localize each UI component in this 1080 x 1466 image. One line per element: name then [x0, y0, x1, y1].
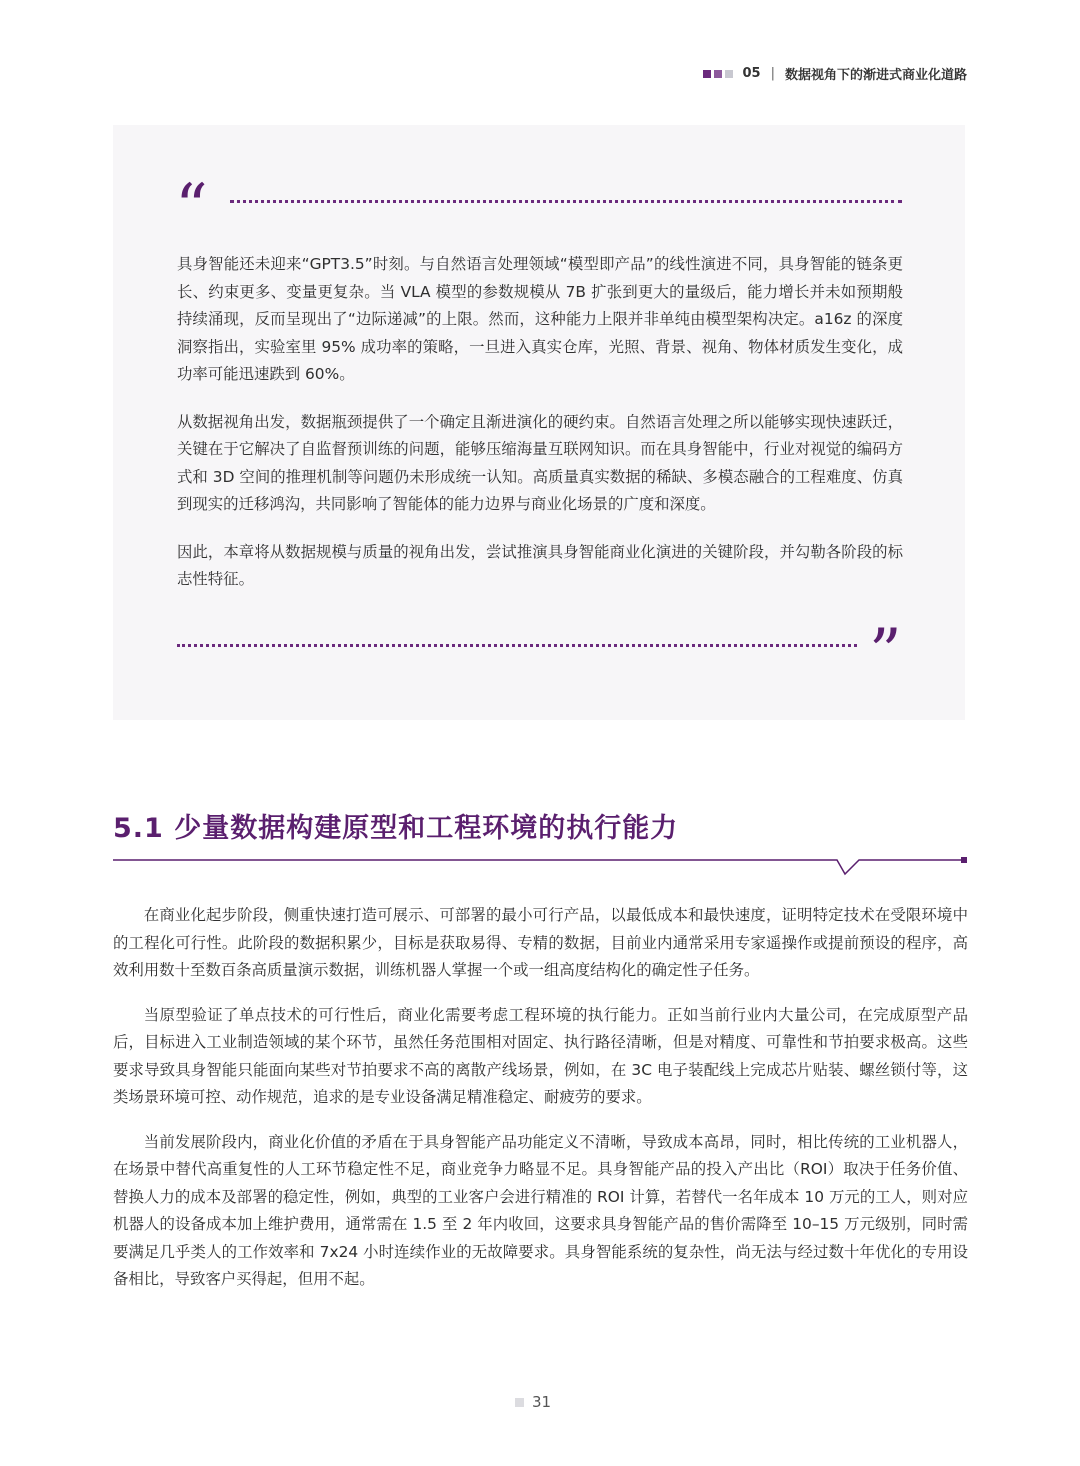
- open-quote-icon: “: [175, 171, 208, 245]
- page-footer: [515, 1393, 551, 1411]
- quote-text: [177, 251, 903, 614]
- quote-paragraph: 从数据视角出发，数据瓶颈提供了一个确定且渐进演化的硬约束。自然语言处理之所以能够实现快速跃迁，关键在于它解决了自监督预训练的问题，能够压缩海量互联网知识。而在具身智能中，行业对视觉的编码方式和 3D 空间的推理机制等问题仍未形成统一认知。高质量真实数据的稀缺、多模态融合的工程难度、仿真到现实的迁移鸿沟，共同影响了智能体的能力边界与商业化场景的广度和深度。: [177, 412, 903, 513]
- quote-paragraph: 因此，本章将从数据规模与质量的视角出发，尝试推演具身智能商业化演进的关键阶段，并勾勒各阶段的标志性特征。: [177, 542, 903, 588]
- section-title-underline: [113, 850, 969, 880]
- header-square-2: [714, 70, 722, 78]
- body-paragraph: 当前发展阶段内，商业化价值的矛盾在于具身智能产品功能定义不清晰，导致成本高昂，同时，相比传统的工业机器人，在场景中替代高重复性的人工环节稳定性不足，商业竞争力略显不足。具身智能产品的投入产出比（ROI）取决于任务价值、替换人力的成本及部署的稳定性，例如，典型的工业客户会进行精准的 ROI 计算，若替代一名年成本 10 万元的工人，则对应机器人的设备成本加上维护费用，通常需在 1.5 至 2 年内收回，这要求具身智能产品的售价需降至 10–15 万元级别，同时需要满足几乎类人的工作效率和 7x24 小时连续作业的无故障要求。具身智能系统的复杂性，尚无法与经过数十年优化的专用设备相比，导致客户买得起，但用不起。: [113, 1132, 968, 1288]
- quote-divider-top: [230, 200, 902, 203]
- quote-paragraph: 具身智能还未迎来“GPT3.5”时刻。与自然语言处理领域“模型即产品”的线性演进不同，具身智能的链条更长、约束更多、变量更复杂。当 VLA 模型的参数规模从 7B 扩张到更大的量级后，能力增长并未如预期般持续涌现，反而呈现出了“边际递减”的上限。然而，这种能力上限并非单纯由模型架构决定。a16z 的深度洞察指出，实验室里 95% 成功率的策略，一旦进入真实仓库，光照、背景、视角、物体材质发生变化，成功率可能迅速跌到 60%。: [177, 255, 903, 383]
- chapter-number: 05: [742, 66, 761, 81]
- header-separator: |: [770, 66, 775, 81]
- body-paragraph: 在商业化起步阶段，侧重快速打造可展示、可部署的最小可行产品，以最低成本和最快速度，证明特定技术在受限环境中的工程化可行性。此阶段的数据积累少，目标是获取易得、专精的数据，目前业内通常采用专家遥操作或提前预设的程序，高效利用数十至数百条高质量演示数据，训练机器人掌握一个或一组高度结构化的确定性子任务。: [113, 906, 968, 979]
- header-squares-icon: [703, 70, 733, 78]
- page-number: 31: [532, 1393, 552, 1411]
- section-title: 5.1 少量数据构建原型和工程环境的执行能力: [113, 813, 679, 844]
- footer-square-icon: [515, 1398, 524, 1407]
- quote-divider-bottom: [177, 644, 857, 647]
- section-body: [113, 902, 968, 1311]
- body-paragraph: 当原型验证了单点技术的可行性后，商业化需要考虑工程环境的执行能力。正如当前行业内大量公司，在完成原型产品后，目标进入工业制造领域的某个环节，虽然任务范围相对固定、执行路径清晰，但是对精度、可靠性和节拍要求极高。这些要求导致具身智能只能面向某些对节拍要求不高的离散产线场景，例如，在 3C 电子装配线上完成芯片贴装、螺丝锁付等，这类场景环境可控、动作规范，追求的是专业设备满足精准稳定、耐疲劳的要求。: [113, 1005, 968, 1106]
- header-square-3: [725, 70, 733, 78]
- header-square-1: [703, 70, 711, 78]
- page-header: [703, 64, 968, 83]
- close-quote-icon: ”: [869, 616, 902, 690]
- chapter-title: 数据视角下的渐进式商业化道路: [784, 68, 967, 83]
- quote-box: [113, 125, 965, 720]
